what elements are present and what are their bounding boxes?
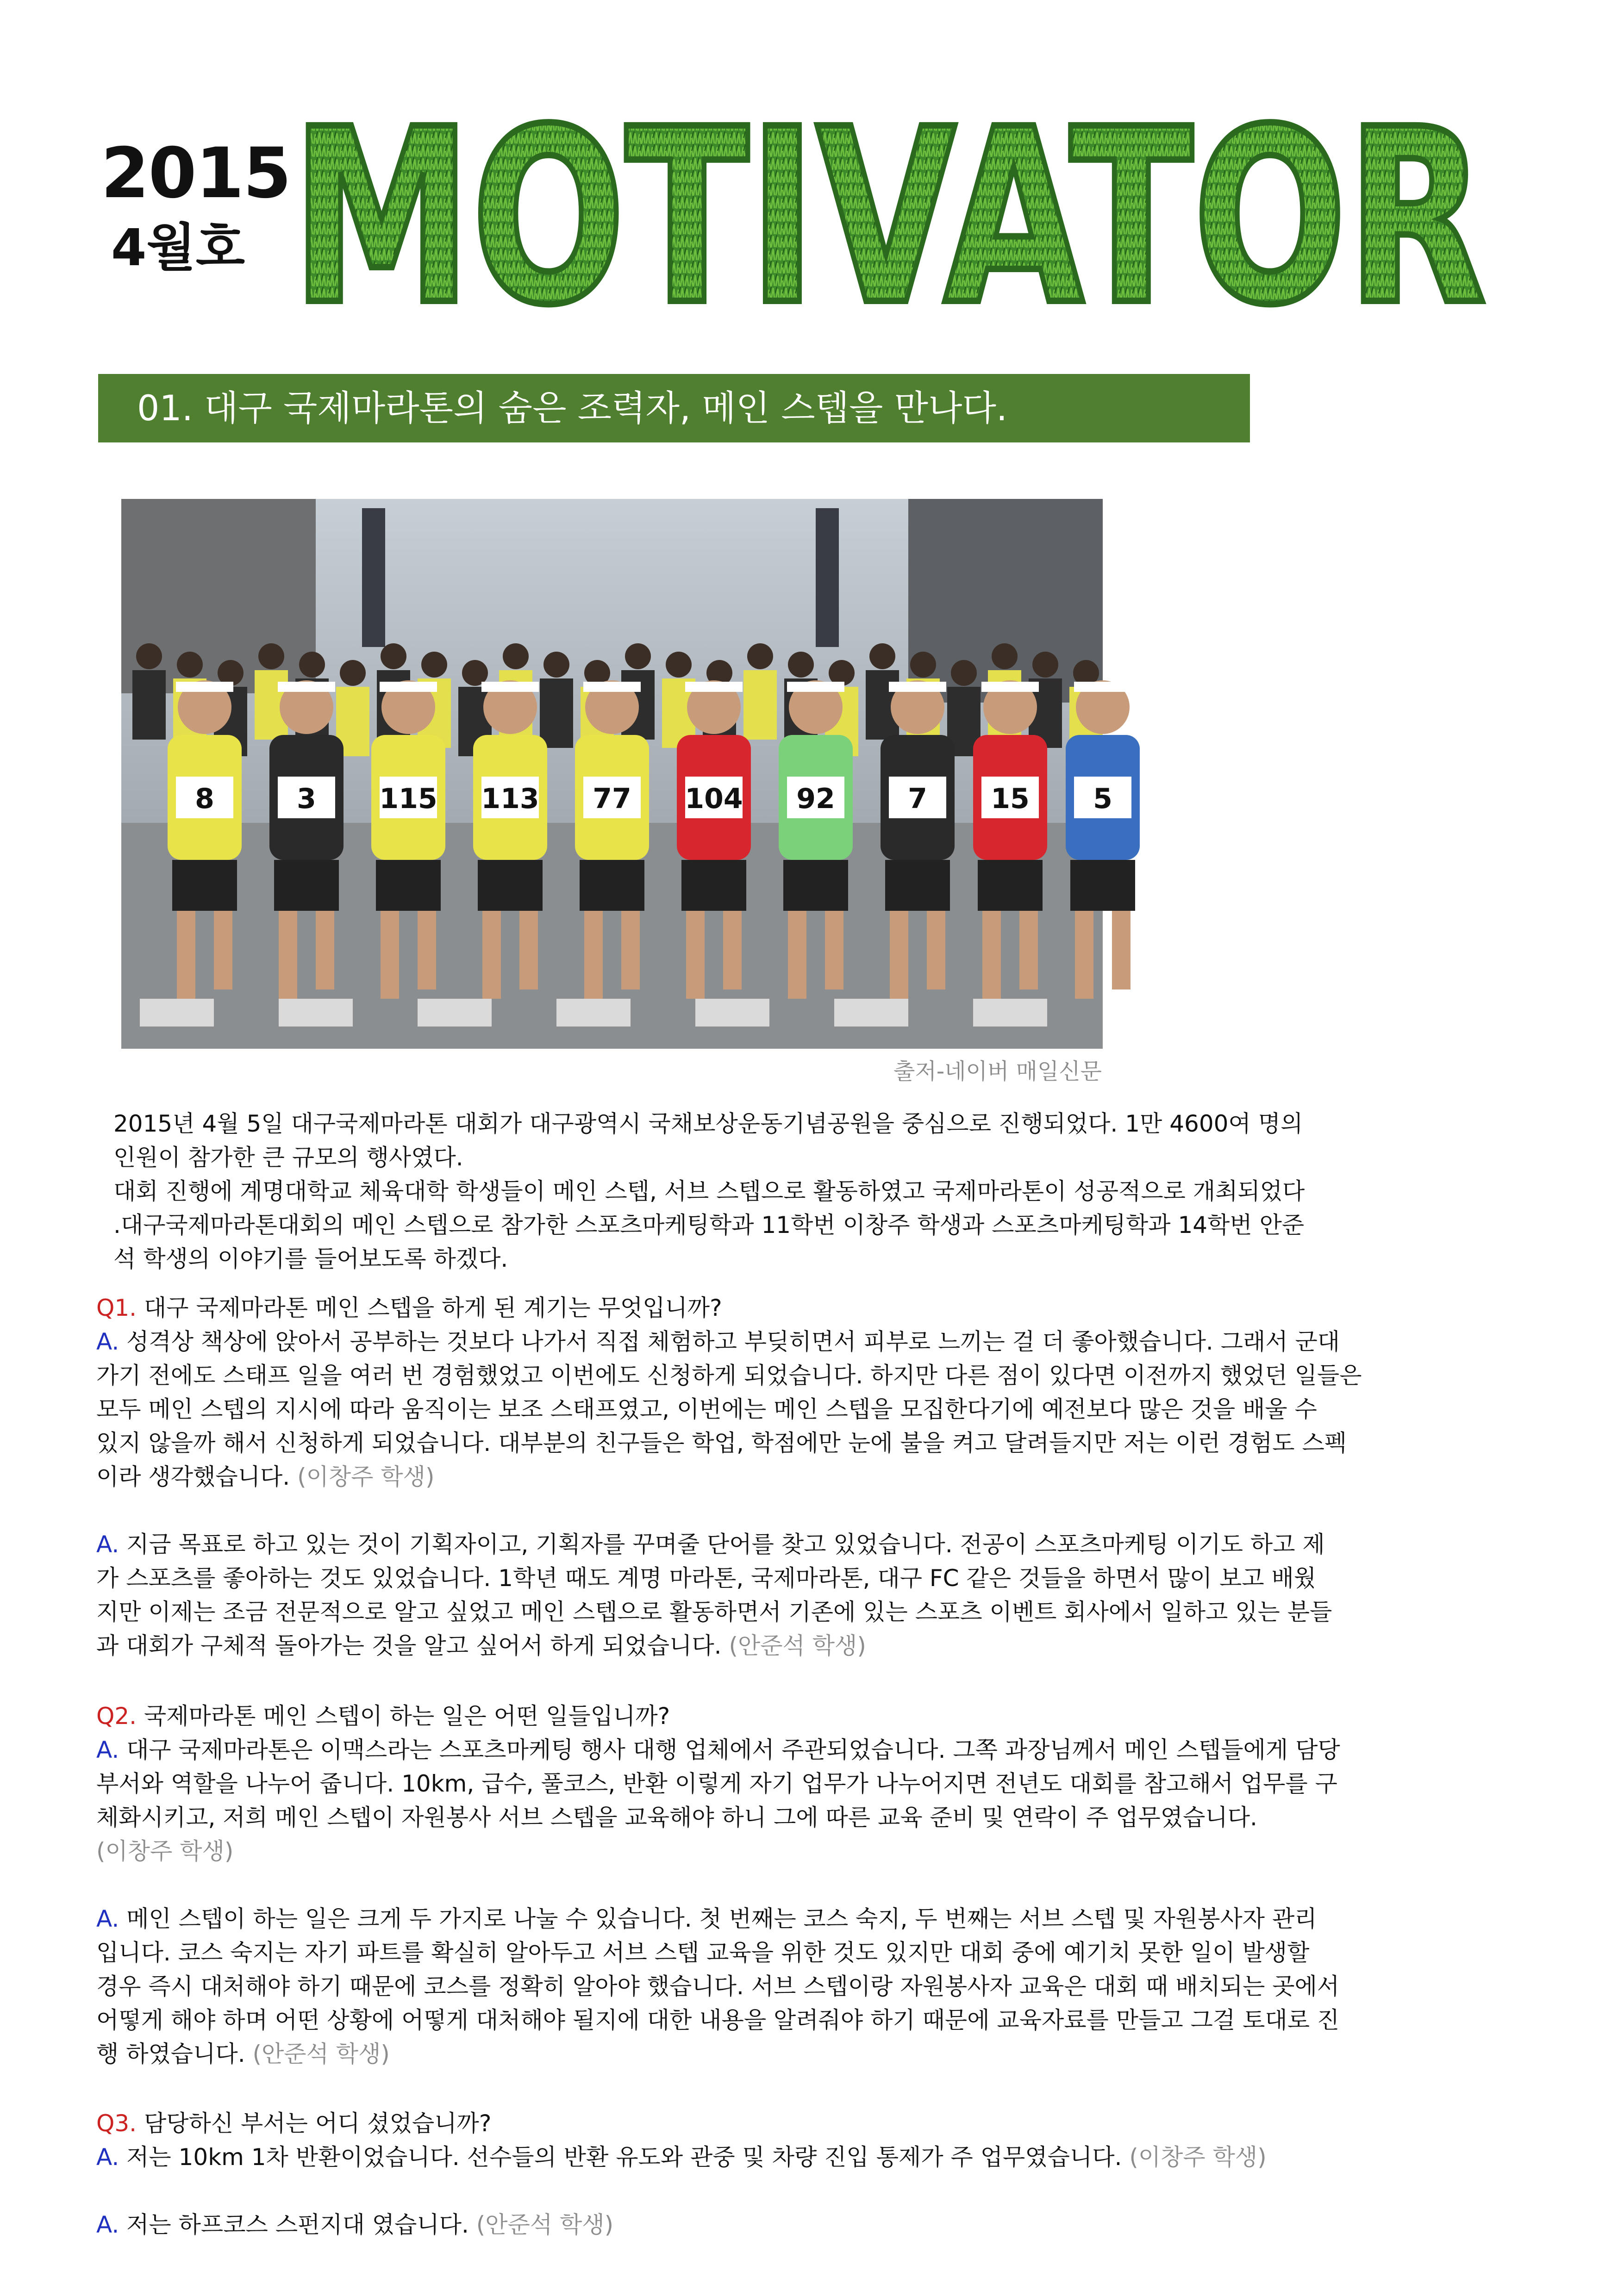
crowd-head: [869, 643, 895, 669]
question: [96, 1291, 1528, 1325]
runner-leg: [1075, 911, 1093, 999]
crowd-head: [788, 652, 814, 678]
answer-text: 성격상 책상에 앉아서 공부하는 것보다 나가서 직접 체험하고 부딪히면서 피부로 느끼는 걸 더 좋아했습니다. 그래서 군대: [119, 1328, 1340, 1355]
spacer: [96, 1494, 1528, 1528]
answer-author: (안준석 학생): [245, 2041, 390, 2067]
answer-line: 가기 전에도 스태프 일을 여러 번 경험했었고 이번에도 신청하게 되었습니다. 하지만 다른 점이 있다면 이전까지 했었던 일들은: [96, 1362, 1362, 1389]
intro-line: 석 학생의 이야기를 들어보도록 하겠다.: [113, 1245, 508, 1272]
runner-headband: [787, 682, 844, 692]
marathon-photo: [121, 499, 1112, 1049]
runner-headband: [889, 682, 946, 692]
runner-shorts: [580, 860, 644, 911]
crowd-head: [666, 652, 692, 678]
runner-leg: [621, 911, 640, 989]
answer-text: 저는 하프코스 스펀지대 였습니다.: [119, 2211, 469, 2238]
answer-text: 과 대회가 구체적 돌아가는 것을 알고 싶어서 하게 되었습니다.: [96, 1632, 722, 1659]
answer-line: 입니다. 코스 숙지는 자기 파트를 확실히 알아두고 서브 스텝 교육을 위한 것도 있지만 대회 중에 예기치 못한 일이 발생할: [96, 1939, 1310, 1966]
runner-leg: [788, 911, 806, 999]
runner-leg: [927, 911, 945, 989]
crowd-head: [1032, 652, 1058, 678]
masthead-logo: [282, 77, 1495, 358]
runner-leg: [584, 911, 603, 999]
crowd-head: [951, 660, 977, 686]
crowd-head: [299, 652, 325, 678]
svg-text:MOTIVATOR: MOTIVATOR: [292, 77, 1486, 358]
marathon-photo-illustration: [121, 499, 1112, 1049]
question-text: 국제마라톤 메인 스텝이 하는 일은 어떤 일들입니까?: [137, 1703, 670, 1730]
crowd-head: [910, 652, 936, 678]
runner-leg: [316, 911, 334, 989]
answer-line: 어떻게 해야 하며 어떤 상황에 어떻게 대처해야 될지에 대한 내용을 알려줘야 하기 때문에 교육자료를 만들고 그걸 토대로 진: [96, 2007, 1340, 2034]
runner-leg: [1112, 911, 1131, 989]
question-label: Q1.: [96, 1294, 137, 1321]
runner-bib-number: 8: [195, 783, 214, 815]
runner-headband: [176, 682, 233, 692]
runner-leg: [381, 911, 399, 999]
answer-text: 대구 국제마라톤은 이맥스라는 스포츠마케팅 행사 대행 업체에서 주관되었습니다. 그쪽 과장님께서 메인 스텝들에게 담당: [119, 1736, 1340, 1763]
question: [96, 2107, 1528, 2140]
runner-shorts: [978, 860, 1043, 911]
section-title: 01. 대구 국제마라톤의 숨은 조력자, 메인 스텝을 만나다.: [137, 387, 1008, 429]
answer-line: 경우 즉시 대처해야 하기 때문에 코스를 정확히 알아야 했습니다. 서브 스텝이랑 자원봉사자 교육은 대회 때 배치되는 곳에서: [96, 1973, 1340, 2000]
spacer: [96, 2174, 1528, 2208]
question-text: 대구 국제마라톤 메인 스텝을 하게 된 계기는 무엇입니까?: [137, 1294, 722, 1321]
answer-label: A.: [96, 1531, 119, 1558]
runner-leg: [519, 911, 538, 989]
runner-headband: [1074, 682, 1131, 692]
runner-bib-number: 115: [379, 783, 437, 815]
answer-line: [96, 1902, 1528, 1936]
runner-leg: [686, 911, 705, 999]
answer-line: 있지 않을까 해서 신청하게 되었습니다. 대부분의 친구들은 학업, 학점에만 눈에 불을 켜고 달려들지만 저는 이런 경험도 스펙: [96, 1430, 1347, 1456]
runner-bib-number: 15: [991, 783, 1030, 815]
question: [96, 1699, 1528, 1733]
runner-shorts: [1070, 860, 1135, 911]
crowd-head: [543, 652, 569, 678]
question-label: Q2.: [96, 1703, 137, 1730]
answer-line: [96, 2140, 1528, 2174]
runner-headband: [380, 682, 437, 692]
crowd-head: [136, 643, 162, 669]
answer-author: (이창주 학생): [290, 1463, 435, 1490]
answer-line: 모두 메인 스텝의 지시에 따라 움직이는 보조 스태프였고, 이번에는 메인 스텝을 모집한다기에 예전보다 많은 것을 배울 수: [96, 1396, 1317, 1423]
answer-line: 체화시키고, 저희 메인 스텝이 자원봉사 서브 스텝을 교육해야 하니 그에 따른 교육 준비 및 연락이 주 업무였습니다.: [96, 1804, 1257, 1831]
crowd-body: [540, 678, 573, 748]
answer-text: 메인 스텝이 하는 일은 크게 두 가지로 나눌 수 있습니다. 첫 번째는 코스 숙지, 두 번째는 서브 스텝 및 자원봉사자 관리: [119, 1905, 1317, 1932]
runner-leg: [890, 911, 908, 999]
crowd-body: [743, 670, 777, 740]
answer-label: A.: [96, 2211, 119, 2238]
intro-paragraph: [113, 1107, 1512, 1276]
answer-text: 이라 생각했습니다.: [96, 1463, 290, 1490]
answer-author: (이창주 학생): [96, 1838, 234, 1865]
runner-shorts: [681, 860, 746, 911]
runner-headband: [685, 682, 743, 692]
qa-block-q3: [96, 2107, 1528, 2242]
answer-text: 저는 10km 1차 반환이었습니다. 선수들의 반환 유도와 관중 및 차량 진입 통제가 주 업무였습니다.: [119, 2144, 1122, 2171]
runner-leg: [418, 911, 436, 989]
runner-bib-number: 7: [908, 783, 927, 815]
crowd-head: [992, 643, 1018, 669]
crowd-head: [177, 652, 203, 678]
runner-leg: [177, 911, 195, 999]
answer-author: (안준석 학생): [468, 2211, 614, 2238]
answer-line: [96, 1733, 1528, 1767]
qa-block-q1: [96, 1291, 1528, 1663]
runner-headband: [583, 682, 641, 692]
answer-line: [96, 1835, 1528, 1868]
runner-leg: [723, 911, 742, 989]
runner-shorts: [783, 860, 848, 911]
answer-label: A.: [96, 2144, 119, 2171]
intro-line: 대회 진행에 계명대학교 체육대학 학생들이 메인 스텝, 서브 스텝으로 활동하였고 국제마라톤이 성공적으로 개최되었다: [113, 1178, 1305, 1205]
answer-label: A.: [96, 1736, 119, 1763]
answer-line: 부서와 역할을 나누어 줍니다. 10km, 급수, 풀코스, 반환 이렇게 자기 업무가 나누어지면 전년도 대회를 참고해서 업무를 구: [96, 1770, 1337, 1797]
runner-shorts: [376, 860, 441, 911]
runner-bib-number: 3: [297, 783, 316, 815]
answer-text: 행 하였습니다.: [96, 2041, 245, 2067]
answer-line: [96, 1460, 1528, 1494]
answer-line: [96, 1629, 1528, 1663]
runner-leg: [982, 911, 1001, 999]
answer-author: (안준석 학생): [721, 1632, 866, 1659]
crowd-head: [625, 643, 651, 669]
crowd-head: [340, 660, 366, 686]
runner-bib-number: 104: [685, 783, 743, 815]
runner-leg: [482, 911, 501, 999]
answer-line: [96, 2208, 1528, 2242]
answer-author: (이창주 학생): [1122, 2144, 1267, 2171]
qa-block-q2: [96, 1699, 1528, 2071]
answer-label: A.: [96, 1328, 119, 1355]
photo-credit: 출저-네이버 매일신문: [893, 1058, 1102, 1084]
answer-line: 지만 이제는 조금 전문적으로 알고 싶었고 메인 스텝으로 활동하면서 기존에 있는 스포츠 이벤트 회사에서 일하고 있는 분들: [96, 1599, 1332, 1625]
crowd-body: [132, 670, 166, 740]
answer-text: 지금 목표로 하고 있는 것이 기획자이고, 기획자를 꾸며줄 단어를 찾고 있었습니다. 전공이 스포츠마케팅 이기도 하고 제: [119, 1531, 1325, 1558]
answer-line: [96, 2037, 1528, 2071]
runner-leg: [825, 911, 843, 989]
runner-bib-number: 5: [1093, 783, 1112, 815]
crowd-head: [421, 652, 447, 678]
intro-line: .대구국제마라톤대회의 메인 스텝으로 참가한 스포츠마케팅학과 11학번 이창주 학생과 스포츠마케팅학과 14학번 안준: [113, 1212, 1305, 1238]
crowd-head: [381, 643, 406, 669]
runner-leg: [214, 911, 232, 989]
answer-label: A.: [96, 1905, 119, 1932]
crowd-head: [258, 643, 284, 669]
runner-bib-number: 92: [796, 783, 835, 815]
runner-shorts: [172, 860, 237, 911]
runner-leg: [279, 911, 297, 999]
crowd-head: [747, 643, 773, 669]
runner-headband: [278, 682, 335, 692]
question-label: Q3.: [96, 2110, 137, 2137]
runner-shorts: [885, 860, 950, 911]
crowd-head: [503, 643, 529, 669]
answer-line: [96, 1528, 1528, 1562]
issue-month: 4월호: [111, 218, 245, 277]
intro-line: 인원이 참가한 큰 규모의 행사였다.: [113, 1144, 463, 1171]
runner-bib-number: 77: [593, 783, 631, 815]
question-text: 담당하신 부서는 어디 셨었습니까?: [137, 2110, 492, 2137]
answer-line: [96, 1325, 1528, 1359]
runner-headband: [981, 682, 1039, 692]
intro-line: 2015년 4월 5일 대구국제마라톤 대회가 대구광역시 국채보상운동기념공원을 중심으로 진행되었다. 1만 4600여 명의: [113, 1110, 1303, 1137]
answer-line: 가 스포츠를 좋아하는 것도 있었습니다. 1학년 때도 계명 마라톤, 국제마라톤, 대구 FC 같은 것들을 하면서 많이 보고 배웠: [96, 1565, 1317, 1592]
section-title-bar: [98, 374, 1250, 442]
runner-headband: [481, 682, 539, 692]
runner-leg: [1019, 911, 1038, 989]
runner-shorts: [478, 860, 543, 911]
runner-shorts: [274, 860, 339, 911]
spacer: [96, 1868, 1528, 1902]
issue-year: 2015: [101, 133, 291, 214]
runner-bib-number: 113: [481, 783, 539, 815]
